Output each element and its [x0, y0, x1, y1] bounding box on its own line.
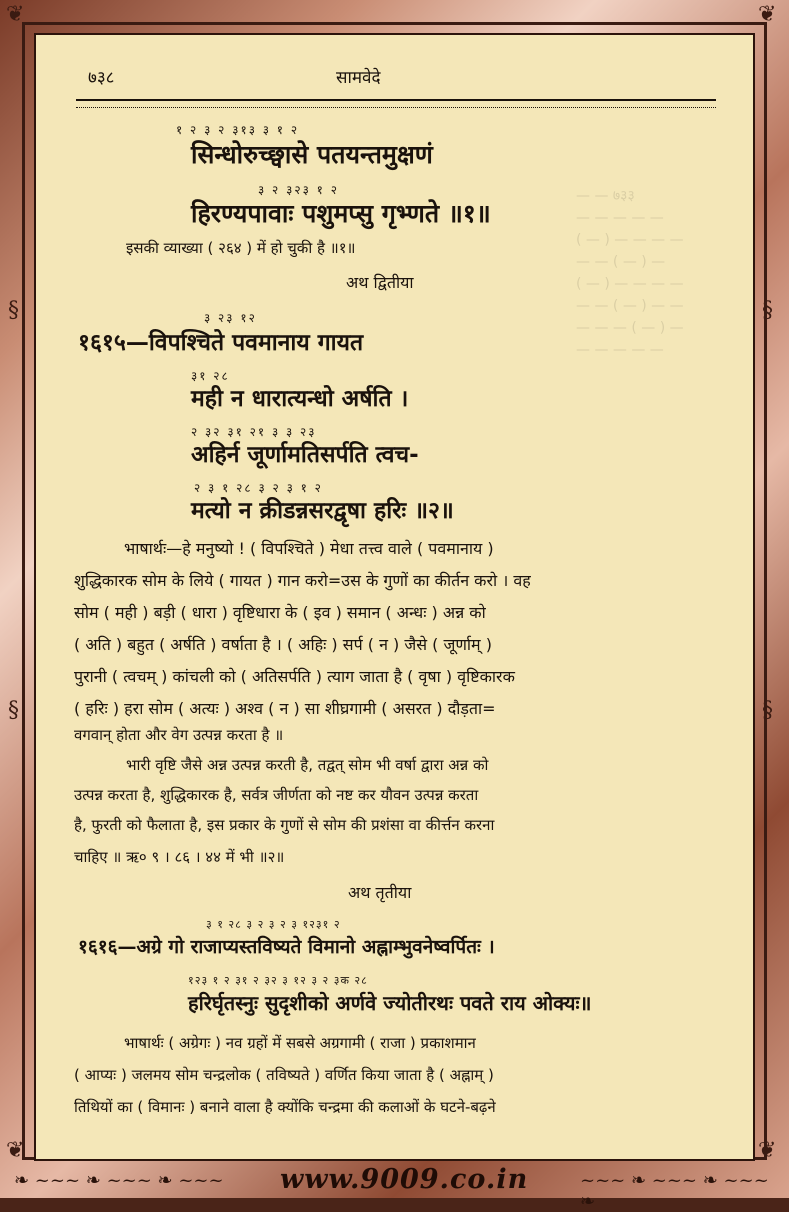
translation-line: सोम ( मही ) बड़ी ( धारा ) वृष्टिधारा के ( इव ) समान ( अन्धः ) अन्न को [74, 603, 486, 622]
commentary-line: भारी वृष्टि जैसे अन्न उत्पन्न करती है, तद्वत् सोम भी वर्षा द्वारा अन्न को [126, 756, 489, 774]
translation-line: ( आप्यः ) जलमय सोम चन्द्रलोक ( तविष्यते ) वर्णित किया जाता है ( अह्नाम् ) [74, 1066, 494, 1084]
verse-line: १६१६—अग्रे गो राजाप्यस्तविष्यते विमानो अह्नाम्भुवनेष्वर्पितः । [78, 936, 495, 958]
corner-flourish-icon: ❦ [6, 1138, 25, 1163]
website-url[interactable]: www.9009.co.in [280, 1164, 529, 1195]
svara-accent-marks: ३ २३ १२ [204, 311, 257, 325]
commentary-line: उत्पन्न करता है, शुद्धिकारक है, सर्वत्र जीर्णता को नष्ट कर यौवन उत्पन्न करता [74, 786, 479, 804]
verse-line: हिरण्यपावाः पशुमप्सु गृभ्णते ॥१॥ [191, 199, 491, 228]
translation-line: तिथियों का ( विमानः ) बनाने वाला है क्योंकि चन्द्रमा की कलाओं के घटने-बढ़ने [74, 1098, 496, 1116]
footer-flourish-icon: ❧ ~~~ ❧ ~~~ ❧ ~~~ [14, 1170, 224, 1191]
svara-accent-marks: २ ३२ ३१ २१ ३ ३ २३ [191, 425, 317, 439]
corner-flourish-icon: ❦ [6, 2, 25, 27]
verse-line: १६१५—विपश्चिते पवमानाय गायत [78, 330, 364, 356]
page-number: ७३८ [88, 68, 115, 88]
translation-line: वगवान् होता और वेग उत्पन्न करता है ॥ [74, 726, 284, 744]
svara-accent-marks: २ ३ १ २८ ३ २ ३ १ २ [194, 481, 323, 495]
book-title: सामवेदे [336, 68, 381, 88]
side-flourish-icon: § [762, 298, 773, 323]
section-heading: अथ तृतीया [348, 883, 412, 902]
footer-flourish-icon: ~~~ ❧ ~~~ ❧ ~~~ ❧ [580, 1170, 769, 1212]
corner-flourish-icon: ❦ [758, 1138, 777, 1163]
svara-accent-marks: १२३ १ २ ३१ २ ३२ ३ १२ ३ २ ३क २८ [188, 974, 368, 987]
translation-line: भाषार्थः—हे मनुष्यो ! ( विपश्चिते ) मेधा तत्त्व वाले ( पवमानाय ) [124, 539, 494, 558]
verse-line: हरिर्घृतस्नुः सुदृशीको अर्णवे ज्योतीरथः पवते राय ओक्यः॥ [188, 991, 592, 1015]
translation-line: ( हरिः ) हरा सोम ( अत्यः ) अश्व ( न ) सा शीघ्रगामी ( असरत ) दौड़ता= [74, 699, 496, 718]
section-heading: अथ द्वितीया [346, 273, 414, 292]
translation-line: भाषार्थः ( अग्रेगः ) नव ग्रहों में सबसे अग्रगामी ( राजा ) प्रकाशमान [124, 1034, 476, 1052]
verse-line: सिन्धोरुच्छ्वासे पतयन्तमुक्षणं [191, 140, 433, 169]
corner-flourish-icon: ❦ [758, 2, 777, 27]
scanned-page [34, 33, 755, 1161]
side-flourish-icon: § [8, 698, 19, 723]
side-flourish-icon: § [762, 698, 773, 723]
verse-line: अहिर्न जूर्णामतिसर्पति त्वच- [191, 442, 419, 468]
side-flourish-icon: § [8, 298, 19, 323]
reference-note: इसकी व्याख्या ( २६४ ) में हो चुकी है ॥१॥ [126, 239, 356, 257]
header-rule [76, 99, 716, 108]
commentary-line: चाहिए ॥ ऋ० ९ । ८६ । ४४ में भी ॥२॥ [74, 848, 285, 866]
svara-accent-marks: १ २ ३ २ ३१३ ३ १ २ [176, 123, 300, 137]
svara-accent-marks: ३ १ २८ ३ २ ३ २ ३ १२३१ २ [206, 918, 341, 931]
verse-line: मही न धारात्यन्धो अर्षति । [191, 386, 409, 412]
svara-accent-marks: ३१ २८ [191, 369, 230, 383]
page-header [36, 35, 753, 105]
commentary-line: है, फुरती को फैलाता है, इस प्रकार के गुणों से सोम की प्रशंसा वा कीर्त्तन करना [74, 816, 495, 834]
site-footer [0, 1162, 789, 1212]
translation-line: ( अति ) बहुत ( अर्षति ) वर्षाता है । ( अहिः ) सर्प ( न ) जैसे ( जूर्णाम् ) [74, 635, 492, 654]
svara-accent-marks: ३ २ ३२३ १ २ [258, 183, 339, 197]
verse-line: मत्यो न क्रीडन्नसरद्वृषा हरिः ॥२॥ [191, 498, 454, 524]
translation-line: पुरानी ( त्वचम् ) कांचली को ( अतिसर्पति ) त्याग जाता है ( वृषा ) वृष्टिकारक [74, 667, 515, 686]
bleed-through-shadow: — — ७३३ — — — — — ( — ) — — — — — — ( — ) — ( — ) — — — — — — ( — ) — — — — — ( — ) — — — — — — [576, 188, 684, 358]
translation-line: शुद्धिकारक सोम के लिये ( गायत ) गान करो=उस के गुणों का कीर्तन करो । वह [74, 571, 531, 590]
